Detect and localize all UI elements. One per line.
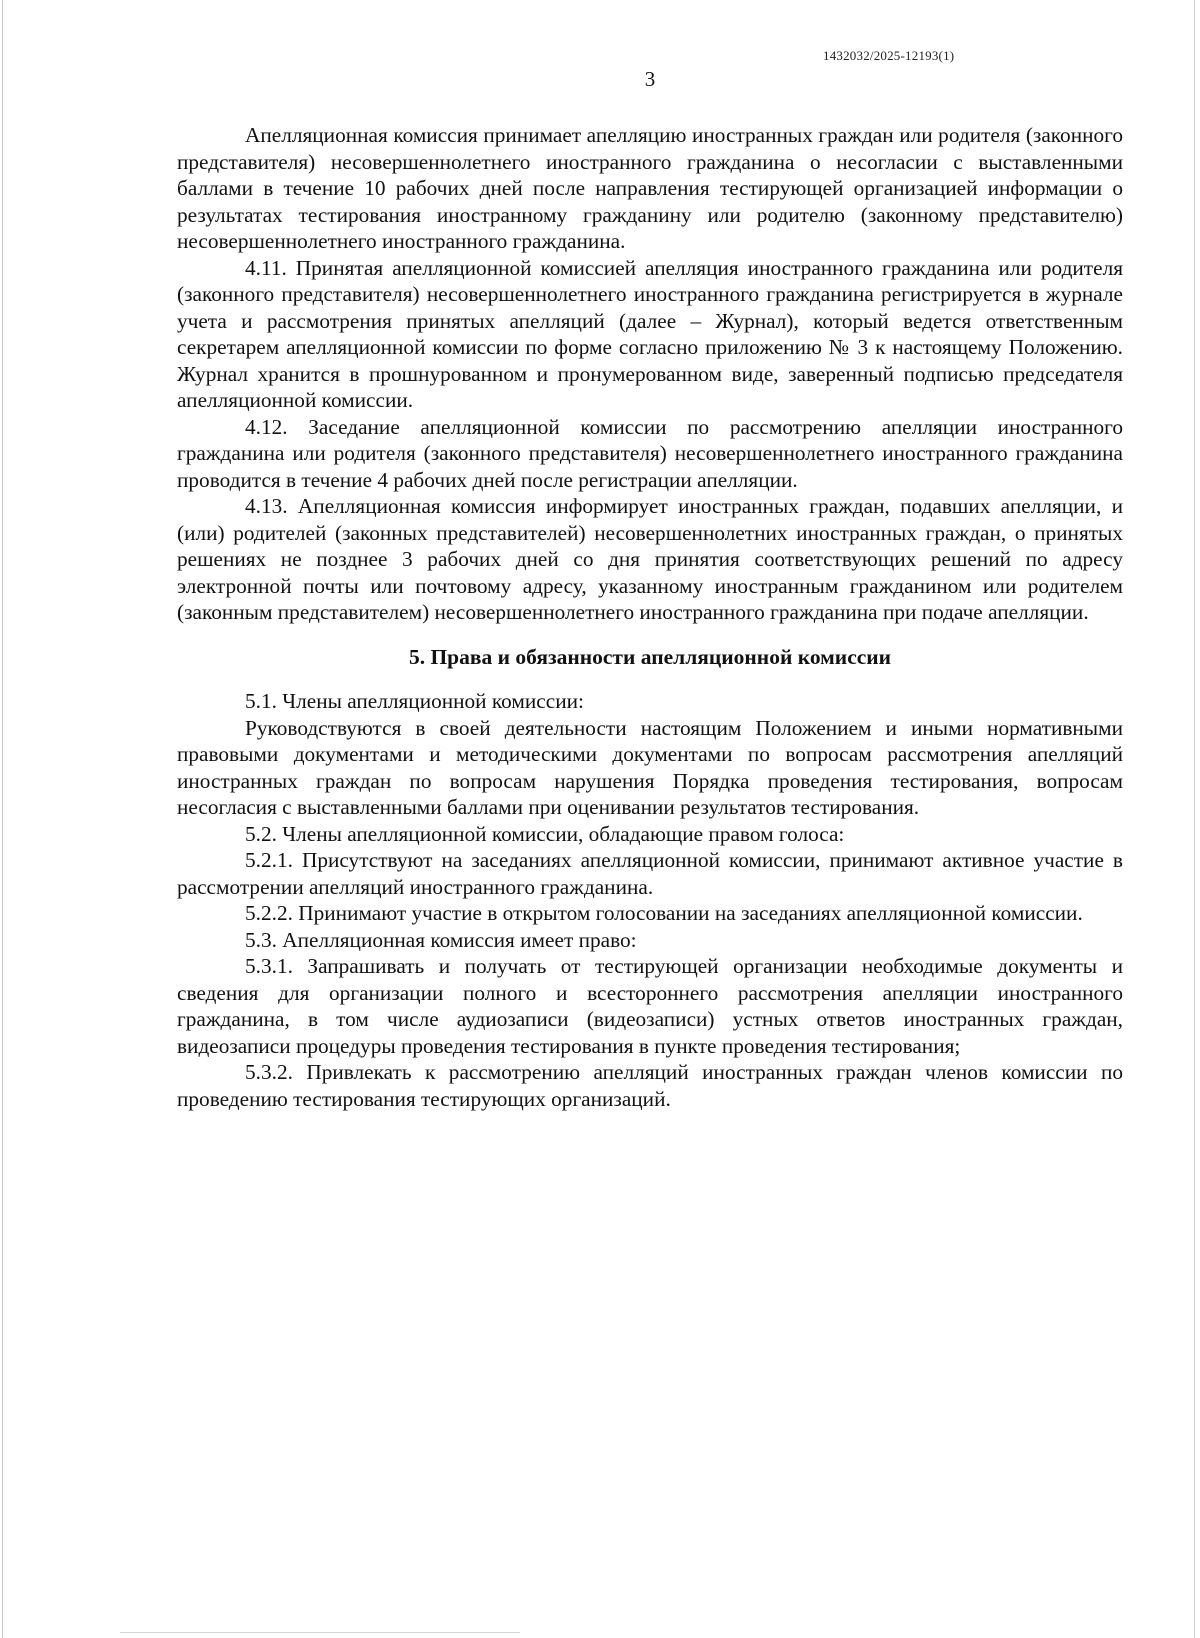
paragraph-5-2: 5.2. Члены апелляционной комиссии, обладающие правом голоса: <box>245 821 845 846</box>
scan-edge-left <box>2 0 3 1638</box>
page-number: 3 <box>644 67 656 91</box>
paragraph-5-1: 5.1. Члены апелляционной комиссии: <box>245 689 584 713</box>
paragraph-5-2-2: 5.2.2. Принимают участие в открытом голосовании на заседаниях апелляционной комиссии. <box>245 901 1083 925</box>
paragraph-5-3-2: 5.3.2. Привлекать к рассмотрению апелляций иностранных граждан членов комиссии по проведению тестирования тестирующих организаций. <box>177 1060 1123 1111</box>
document-body <box>177 122 1123 1112</box>
paragraph-5-2-1: 5.2.1. Присутствуют на заседаниях апелляционной комиссии, принимают активное участие в рассмотрении апелляций иностранного гражданина. <box>177 848 1123 899</box>
paragraph-4-11: 4.11. Принятая апелляционной комиссией апелляция иностранного гражданина или родителя (законного представителя) несовершеннолетнего иностранного гражданина регистрируется в журнале учета и рассмотрения принятых апелляций (далее – Журнал), который ведется ответственным секретарем апелляционной комиссии по форме согласно приложению № 3 к настоящему Положению. Журнал хранится в прошнурованном и пронумерованном виде, заверенный подписью председателя апелляционной комиссии. <box>177 255 1123 412</box>
paragraph-5-1-body: Руководствуются в своей деятельности настоящим Положением и иными нормативными правовыми документами и методическими документами по вопросам рассмотрения апелляций иностранных граждан по вопросам нарушения Порядка проведения тестирования, вопросам несогласия с выставленными баллами при оценивании результатов тестирования. <box>177 715 1123 819</box>
paragraph-4-13: 4.13. Апелляционная комиссия информирует иностранных граждан, подавших апелляции, и (или) родителей (законных представителей) несовершеннолетних иностранных граждан, о принятых решениях не позднее 3 рабочих дней со дня принятия соответствующих решений по адресу электронной почты или почтовому адресу, указанному иностранным гражданином или родителем (законным представителем) несовершеннолетнего иностранного гражданина при подаче апелляции. <box>177 494 1123 624</box>
paragraph-5-3: 5.3. Апелляционная комиссия имеет право: <box>245 927 637 952</box>
paragraph-appeal-acceptance: Апелляционная комиссия принимает апелляцию иностранных граждан или родителя (законного представителя) несовершеннолетнего иностранного гражданина о несогласии с выставленными баллами в течение 10 рабочих дней после направления тестирующей организацией информации о результатах тестирования иностранному гражданину или родителю (законному представителю) несовершеннолетнего иностранного гражданина. <box>177 123 1123 253</box>
document-id: 1432032/2025-12193(1) <box>823 48 955 63</box>
scan-edge-right <box>1194 0 1195 1638</box>
scan-edge-bottom <box>120 1632 520 1633</box>
section-heading: 5. Права и обязанности апелляционной комиссии <box>408 644 892 669</box>
paragraph-4-12: 4.12. Заседание апелляционной комиссии по рассмотрению апелляции иностранного гражданина или родителя (законного представителя) несовершеннолетнего иностранного гражданина проводится в течение 4 рабочих дней после регистрации апелляции. <box>177 414 1123 492</box>
paragraph-5-3-1: 5.3.1. Запрашивать и получать от тестирующей организации необходимые документы и сведения для организации полного и всестороннего рассмотрения апелляции иностранного гражданина, в том числе аудиозаписи (видеозаписи) устных ответов иностранных граждан, видеозаписи процедуры проведения тестирования в пункте проведения тестирования; <box>177 954 1123 1058</box>
